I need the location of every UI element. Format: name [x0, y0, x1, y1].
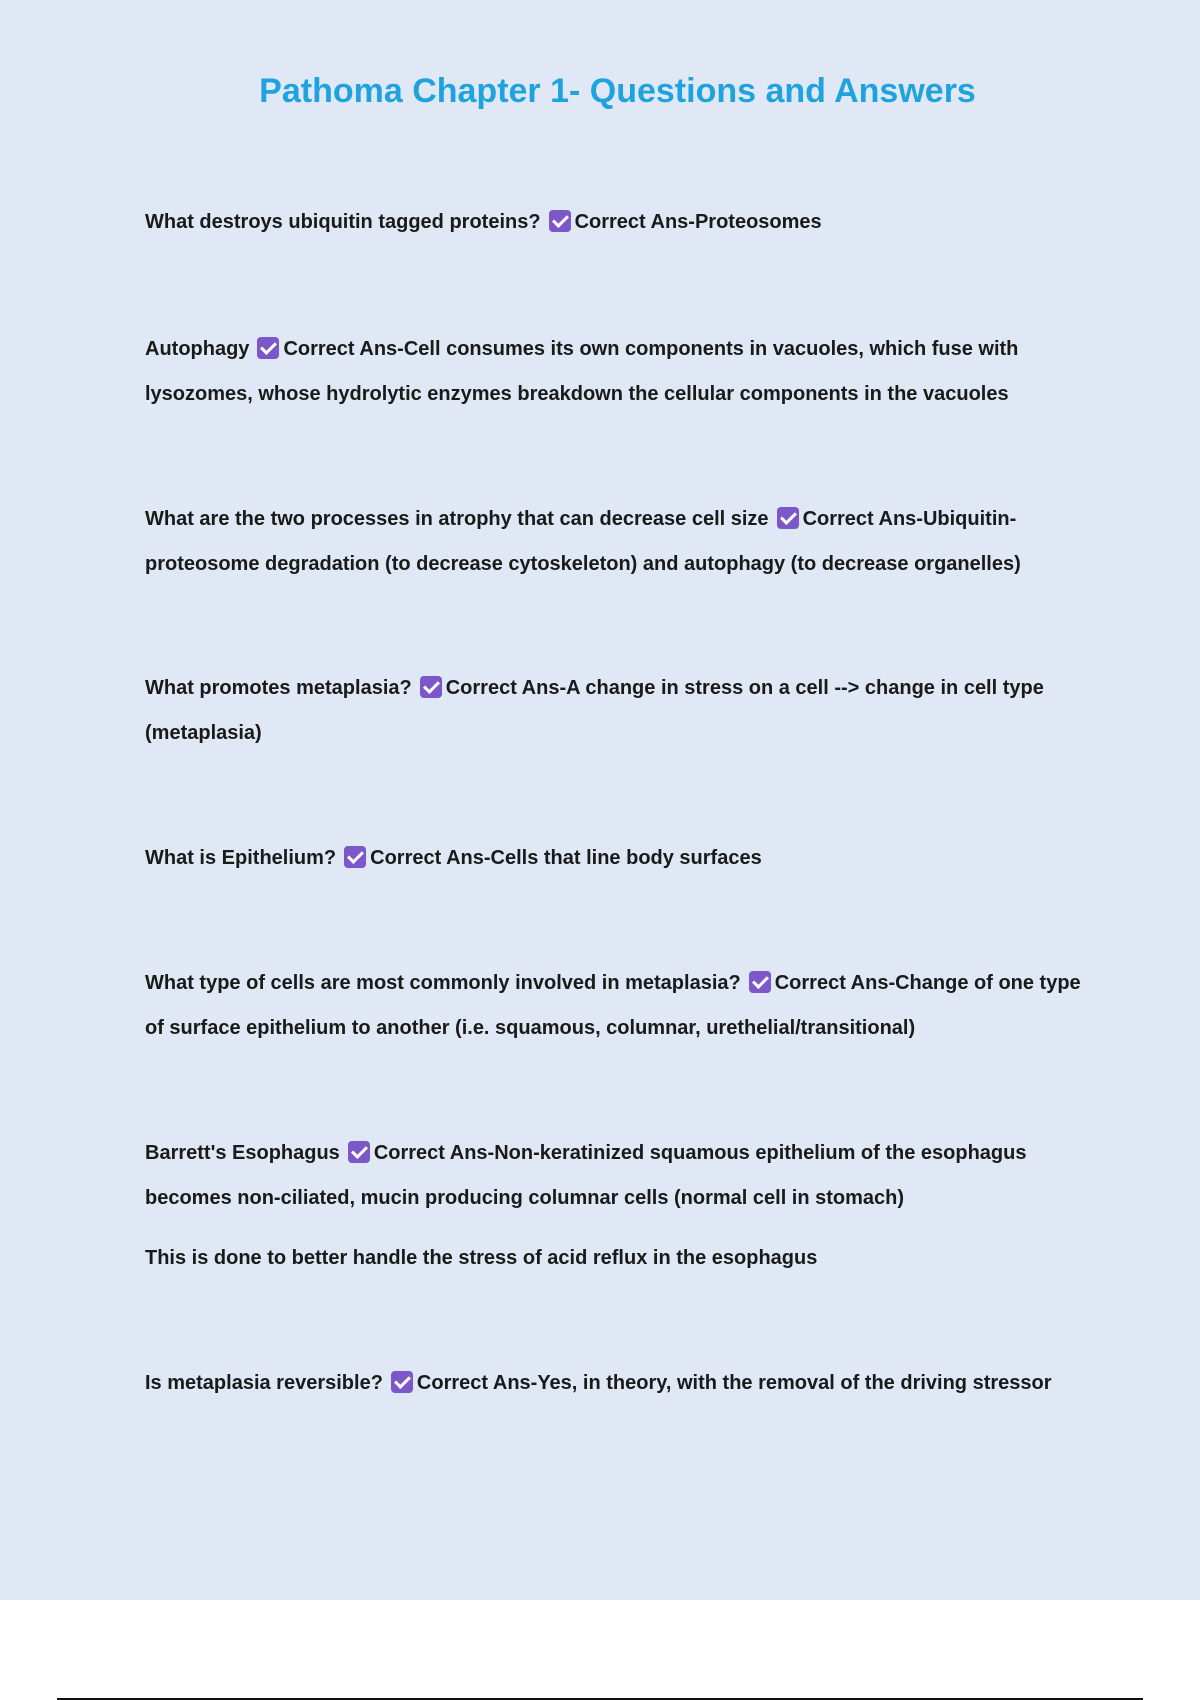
answer-note: This is done to better handle the stress of acid reflux in the esophagus	[145, 1247, 818, 1269]
checkbox-checked-icon	[257, 337, 279, 359]
qa-item-1	[145, 200, 1095, 245]
qa-item-3	[145, 497, 1095, 587]
checkbox-checked-icon	[391, 1371, 413, 1393]
question-text: What type of cells are most commonly involved in metaplasia?	[145, 972, 741, 994]
question-text: What are the two processes in atrophy that can decrease cell size	[145, 508, 769, 530]
question-text: What is Epithelium?	[145, 847, 337, 869]
qa-item-5	[145, 836, 1095, 881]
document-title: Pathoma Chapter 1- Questions and Answers	[259, 72, 976, 110]
checkbox-checked-icon	[777, 507, 799, 529]
answer-text: Correct Ans-Yes, in theory, with the removal of the driving stressor	[416, 1372, 1052, 1394]
qa-item-7	[145, 1131, 1095, 1281]
checkbox-checked-icon	[420, 676, 442, 698]
question-text: Barrett's Esophagus	[145, 1142, 340, 1164]
answer-text: Correct Ans-Non-keratinized squamous epithelium of the esophagus becomes non-ciliated, mucin producing columnar cells (normal cell in stomach)	[145, 1142, 1027, 1209]
qa-item-4	[145, 666, 1095, 756]
qa-item-6	[145, 961, 1095, 1051]
answer-text: Correct Ans-Cell consumes its own components in vacuoles, which fuse with lysozomes, whose hydrolytic enzymes breakdown the cellular components in the vacuoles	[145, 338, 1019, 405]
answer-text: Correct Ans-A change in stress on a cell --> change in cell type (metaplasia)	[145, 677, 1044, 744]
answer-text: Correct Ans-Proteosomes	[574, 211, 822, 233]
question-text: Autophagy	[145, 338, 250, 360]
question-text: What destroys ubiquitin tagged proteins?	[145, 211, 541, 233]
question-text: What promotes metaplasia?	[145, 677, 412, 699]
checkbox-checked-icon	[344, 846, 366, 868]
answer-text: Correct Ans-Ubiquitin-proteosome degradation (to decrease cytoskeleton) and autophagy (to decrease organelles)	[145, 508, 1021, 575]
qa-item-8	[145, 1361, 1095, 1406]
answer-text: Correct Ans-Change of one type of surface epithelium to another (i.e. squamous, columnar, urethelial/transitional)	[145, 972, 1081, 1039]
checkbox-checked-icon	[348, 1141, 370, 1163]
question-text: Is metaplasia reversible?	[145, 1372, 383, 1394]
checkbox-checked-icon	[749, 971, 771, 993]
answer-text: Correct Ans-Cells that line body surfaces	[370, 847, 762, 869]
checkbox-checked-icon	[549, 210, 571, 232]
qa-item-2	[145, 327, 1095, 417]
